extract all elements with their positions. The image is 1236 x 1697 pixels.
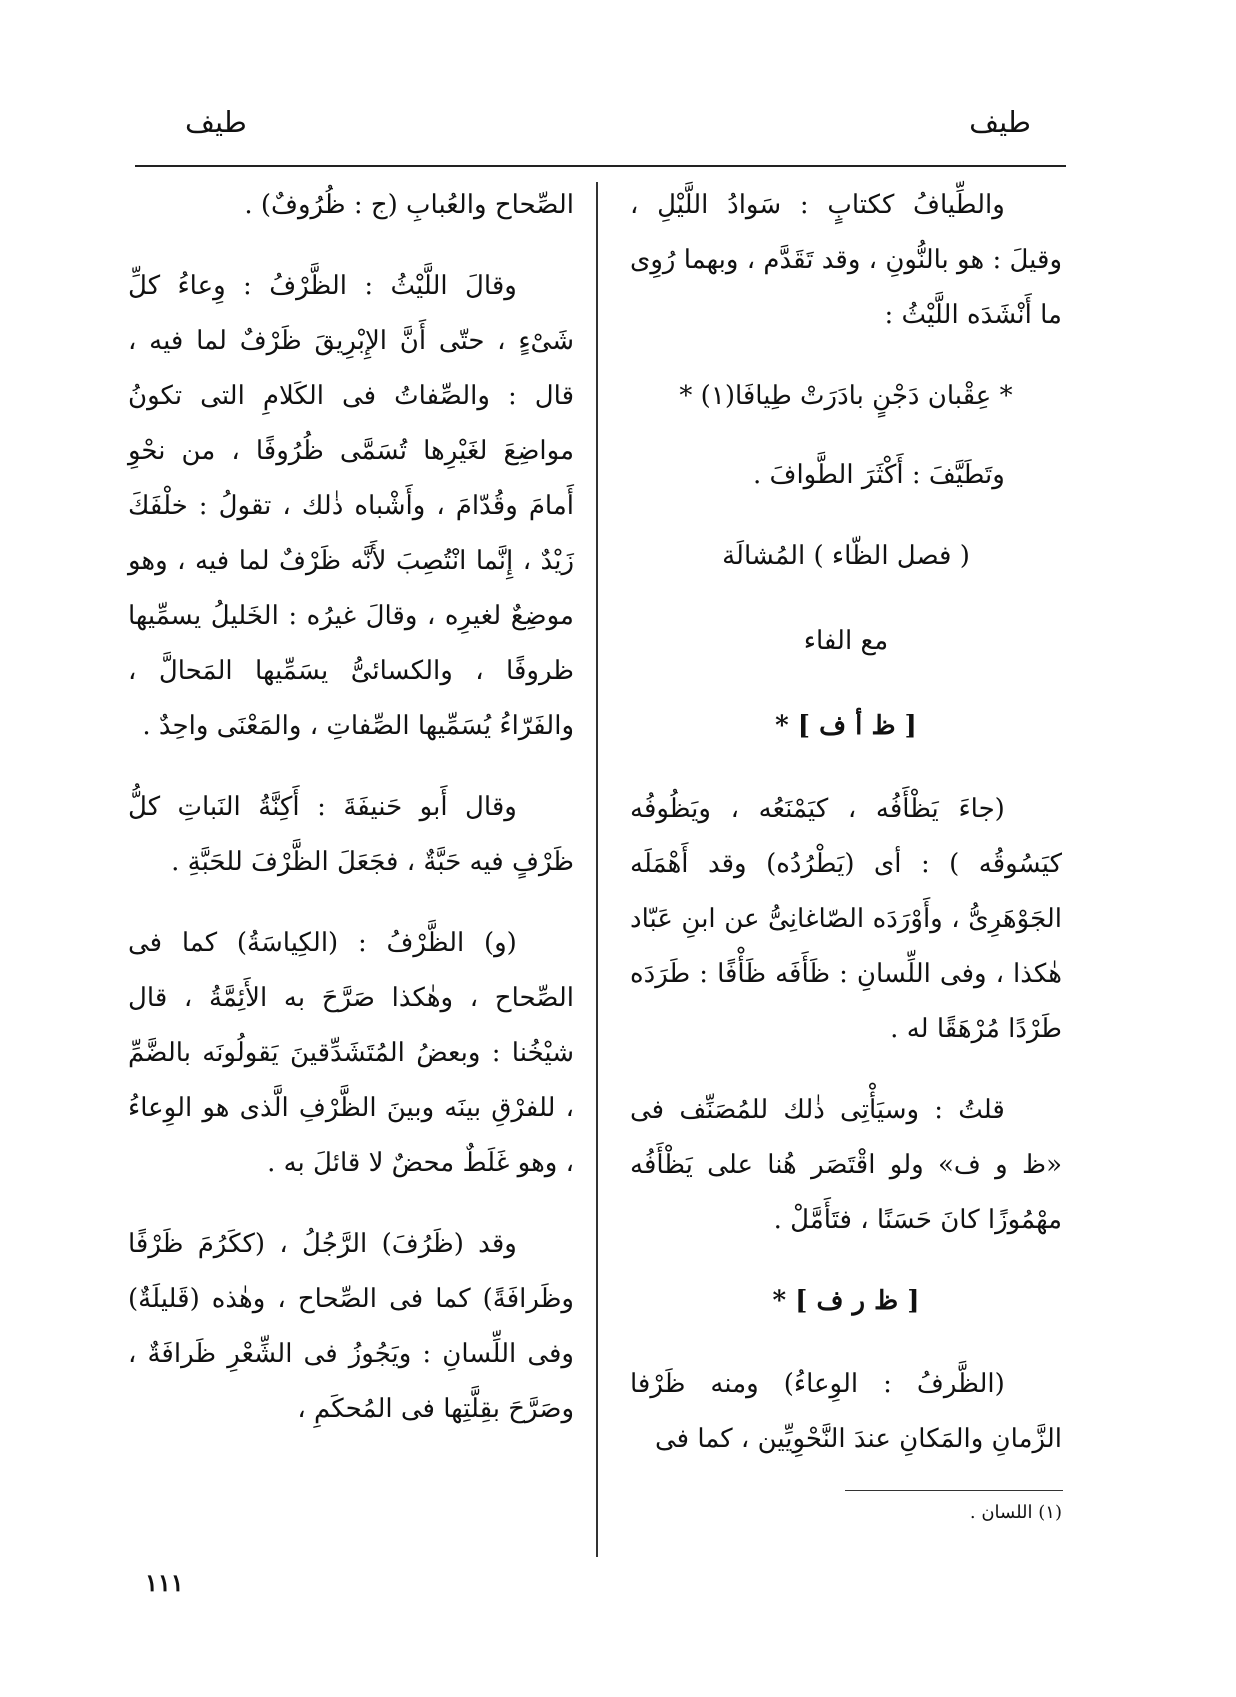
paragraph: (الظَّرفُ : الوِعاءُ) ومنه ظَرْفا الزَّمانِ والمَكانِ عندَ النَّحْوِيِّين ، كما فى [630, 1369, 1062, 1454]
paragraph: وقد (ظَرُفَ) الرَّجُلُ ، (ككَرُمَ ظَرْفًا وظَرافَةً) كما فى الصِّحاح ، وهٰذه (قَليلَةٌ) وفى اللِّسانِ : ويَجُوزُ فى الشِّعْرِ ظَرافَةٌ ، وصَرَّحَ بقِلَّتِها فى المُحكَمِ ، [128, 1229, 574, 1424]
page-number: ١١١ [145, 1568, 184, 1597]
paragraph: والطِّيافُ ككتابٍ : سَوادُ اللَّيْلِ ، وقيلَ : هو بالنُّونِ ، وقد تَقَدَّم ، وبهما رُوِى ما أَنْشَدَه اللَّيْثُ : [630, 190, 1062, 330]
right-column [630, 178, 1062, 1493]
paragraph: (و) الظَّرْفُ : (الكِياسَةُ) كما فى الصِّحاح ، وهٰكذا صَرَّحَ به الأَئِمَّةُ ، قال شيْخُنا : وبعضُ المُتَشَدِّقينَ يَقولُونَه بالضَّمِّ ، للفرْقِ بينَه وبينَ الظَّرْفِ الَّذى هو الوِعاءُ ، وهو غَلَطٌ محضٌ لا قائلَ به . [128, 928, 574, 1178]
section-title: ( فصل الظّاء ) المُشالَة [722, 541, 970, 571]
paragraph: وقال أَبو حَنيفَةَ : أَكِنَّةُ النَباتِ كلُّ ظَرْفٍ فيه حَبَّةٌ ، فجَعَلَ الظَّرْفَ للحَبَّةِ . [128, 792, 574, 877]
running-head-right: طيف [969, 105, 1031, 139]
verse-line: * عِقْبان دَجْنٍ بادَرَتْ طِيافَا(١) * [679, 381, 1013, 411]
entry-heading: [ ظ أ ف ] * [775, 711, 917, 741]
paragraph: وقالَ اللَّيْثُ : الظَّرْفُ : وِعاءُ كلِّ شَىْءٍ ، حتّى أَنَّ الإِبْرِيقَ ظَرْفٌ لما فيه ، قال : والصِّفاتُ فى الكَلامِ التى تكونُ مواضِعَ لغَيْرِها تُسَمَّى ظُرُوفًا ، من نحْوِ أَمامَ وقُدّامَ ، وأَشْباه ذٰلك ، تقولُ : خلْفَكَ زَيْدٌ ، إِنَّما انْتُصِبَ لأَنَّه ظَرْفٌ لما فيه ، وهو موضِعٌ لغيرِه ، وقالَ غيرُه : الخَليلُ يسمِّيها ظروفًا ، والكسائىُّ يسَمِّيها المَحالَّ ، والفَرّاءُ يُسَمِّيها الصِّفاتِ ، والمَعْنَى واحِدٌ . [128, 271, 574, 741]
paragraph: قلتُ : وسيَأْتِى ذٰلك للمُصَنِّف فى «ظ و ف» ولو اقْتَصَر هُنا على يَظْأَفُه مهْمُوزًا كانَ حَسَنًا ، فتَأَمَّلْ . [630, 1095, 1062, 1235]
paragraph: وتَطَيَّفَ : أَكْثَرَ الطَّوافَ . [752, 460, 1005, 490]
footnote-rule [845, 1490, 1063, 1491]
column-divider [596, 182, 598, 1557]
entry-heading: [ ظ ر ف ] * [772, 1286, 920, 1316]
footnote: (١) اللسان . [969, 1502, 1062, 1523]
header-rule [135, 165, 1066, 167]
paragraph: (جاءَ يَظْأَفُه ، كيَمْنَعُه ، ويَظُوفُه كيَسُوقُه ) : أى (يَطْرُدُه) وقد أَهْمَلَه الجَوْهَرِىُّ ، وأَوْرَدَه الصّاغانِىُّ عن ابنِ عَبّاد هٰكذا ، وفى اللِّسانِ : ظَأَفَه ظَأْفًا : طَرَدَه طَرْدًا مُرْهَقًا له . [630, 794, 1062, 1044]
paragraph: الصِّحاح والعُبابِ (ج : ظُرُوفٌ) . [244, 190, 574, 220]
running-head-left: طيف [185, 105, 247, 139]
section-subtitle: مع الفاء [803, 626, 889, 656]
left-column [128, 178, 574, 1463]
